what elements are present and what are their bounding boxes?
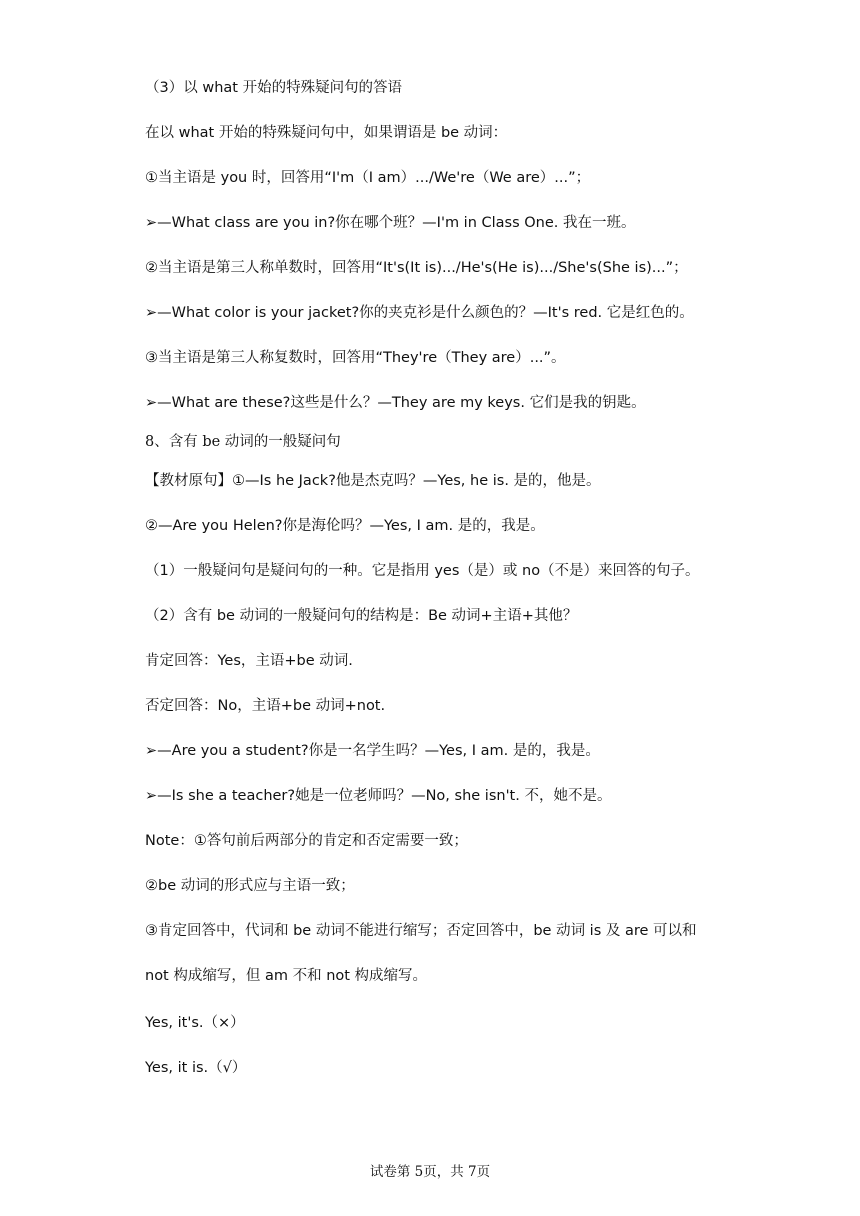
rule-item: ②当主语是第三人称单数时，回答用“It's(It is).../He's(He is).../She's(She is)...”； <box>145 260 688 276</box>
example-sentence: ➢—What color is your jacket?你的夹克衫是什么颜色的？—It's red. 它是红色的。 <box>145 305 694 321</box>
paragraph: （2）含有 be 动词的一般疑问句的结构是：Be 动词+主语+其他？ <box>145 608 578 624</box>
page-footer: 试卷第 5页，共 7页 <box>369 1164 491 1180</box>
note: Note：①答句前后两部分的肯定和否定需要一致； <box>145 833 468 849</box>
answer-pattern: 肯定回答：Yes，主语+be 动词. <box>145 653 353 669</box>
note-item: ③肯定回答中，代词和 be 动词不能进行缩写；否定回答中，be 动词 is 及 are 可以和 <box>145 923 697 939</box>
paragraph: （1）一般疑问句是疑问句的一种。它是指用 yes（是）或 no（不是）来回答的句子。 <box>145 563 700 579</box>
rule-item: ③当主语是第三人称复数时，回答用“They're（They are）...”。 <box>145 350 566 366</box>
textbook-sentence: ②—Are you Helen?你是海伦吗？—Yes, I am. 是的，我是。 <box>145 518 545 534</box>
note-item: ②be 动词的形式应与主语一致； <box>145 878 355 894</box>
correct-example: Yes, it is.（√） <box>145 1060 247 1076</box>
example-sentence: ➢—Is she a teacher?她是一位老师吗？—No, she isn't. 不，她不是。 <box>145 788 612 804</box>
textbook-sentence: 【教材原句】①—Is he Jack?他是杰克吗？—Yes, he is. 是的，他是。 <box>145 473 601 489</box>
answer-pattern: 否定回答：No，主语+be 动词+not. <box>145 698 386 714</box>
example-sentence: ➢—Are you a student?你是一名学生吗？—Yes, I am. 是的，我是。 <box>145 743 600 759</box>
wrong-example: Yes, it's.（×） <box>145 1015 245 1031</box>
example-sentence: ➢—What are these?这些是什么？—They are my keys. 它们是我的钥匙。 <box>145 395 646 411</box>
paragraph: 在以 what 开始的特殊疑问句中，如果谓语是 be 动词： <box>145 125 508 141</box>
note-item-continued: not 构成缩写，但 am 不和 not 构成缩写。 <box>145 968 428 984</box>
section-heading: （3）以 what 开始的特殊疑问句的答语 <box>145 80 403 96</box>
section-title: 8、含有 be 动词的一般疑问句 <box>145 434 341 450</box>
rule-item: ①当主语是 you 时，回答用“I'm（I am）.../We're（We are）...”； <box>145 170 591 186</box>
example-sentence: ➢—What class are you in?你在哪个班？—I'm in Class One. 我在一班。 <box>145 215 636 231</box>
